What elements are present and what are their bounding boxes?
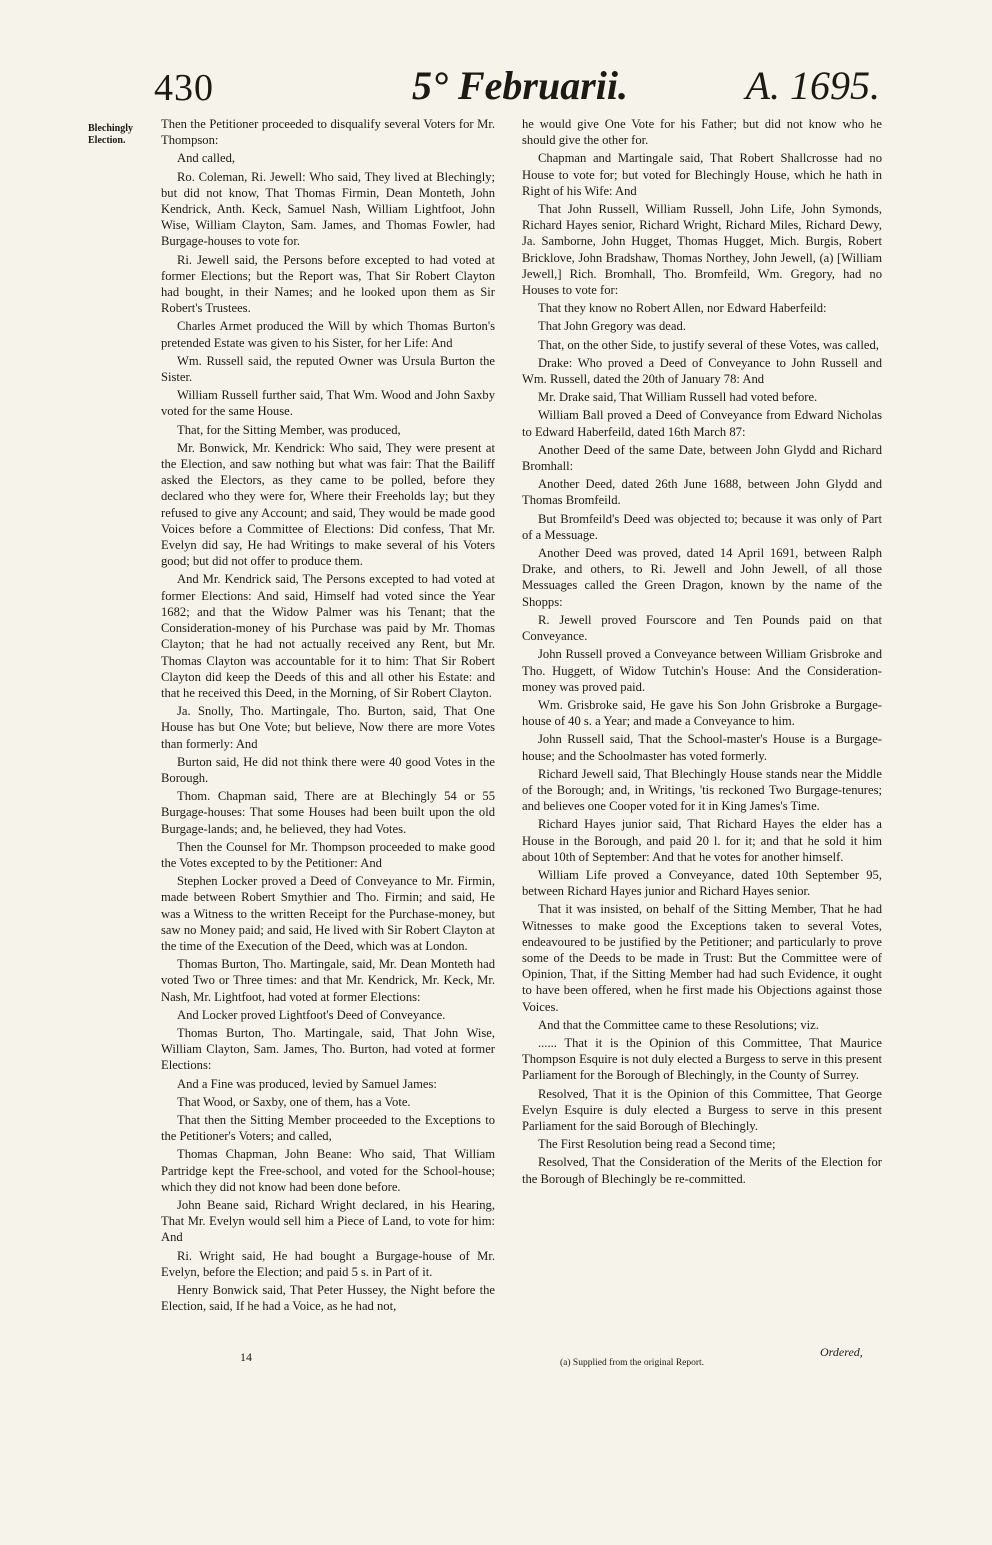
paragraph: And called,: [177, 151, 236, 166]
paragraph: Thomas Burton, Tho. Martingale, said, Mr. Dean Monteth had voted Two or Three times: and that Mr. Kendrick, Mr. Keck, Mr. Nash, Mr. Lightfoot, had voted at former Elections:: [161, 957, 495, 1004]
paragraph: John Russell said, That the School-master's House is a Burgage-house; and the Schoolmaster has voted formerly.: [522, 732, 882, 763]
paragraph: Richard Hayes junior said, That Richard Hayes the elder has a House in the Borough, and paid 20 l. for it; and that he sold it him about 10th of September: And that he votes for another himself.: [522, 817, 882, 864]
paragraph: Thom. Chapman said, There are at Blechingly 54 or 55 Burgage-houses: That some Houses had been built upon the old Burgage-lands; and, he believed, they had Votes.: [161, 789, 495, 836]
paragraph: Another Deed of the same Date, between John Glydd and Richard Bromhall:: [522, 442, 882, 474]
paragraph: he would give One Vote for his Father; but did not know who he should give the other for.: [522, 117, 882, 148]
paragraph: John Russell proved a Conveyance between William Grisbroke and Tho. Huggett, of Widow Tutchin's House: And the Consideration-money was proved paid.: [522, 647, 882, 694]
paragraph: And Locker proved Lightfoot's Deed of Conveyance.: [177, 1007, 446, 1022]
paragraph: William Life proved a Conveyance, dated 10th September 95, between Richard Hayes junior and Richard Hayes senior.: [522, 867, 882, 899]
paragraph: Mr. Drake said, That William Russell had voted before.: [538, 390, 818, 405]
paragraph: That, for the Sitting Member, was produced,: [177, 422, 401, 437]
paragraph: John Beane said, Richard Wright declared, in his Hearing, That Mr. Evelyn would sell him a Piece of Land, to vote for him: And: [161, 1198, 495, 1245]
paragraph: But Bromfeild's Deed was objected to; because it was only of Part of a Messuage.: [522, 511, 882, 542]
paragraph: Wm. Russell said, the reputed Owner was Ursula Burton the Sister.: [161, 353, 495, 385]
paragraph: Charles Armet produced the Will by which Thomas Burton's pretended Estate was given to his Sister, for her Life: And: [161, 319, 495, 350]
margin-note: Blechingly Election.: [88, 123, 134, 146]
paragraph: Ri. Wright said, He had bought a Burgage-house of Mr. Evelyn, before the Election; and paid 5 s. in Part of it.: [161, 1248, 495, 1279]
paragraph: Burton said, He did not think there were 40 good Votes in the Borough.: [161, 754, 495, 785]
paragraph: Richard Jewell said, That Blechingly House stands near the Middle of the Borough; and, in Writings, 'tis reckoned Two Burgage-tenures; and believes one Cooper voted for it in King James's Time.: [522, 766, 882, 814]
paragraph: And that the Committee came to these Resolutions; viz.: [538, 1017, 819, 1032]
paragraph: Then the Counsel for Mr. Thompson proceeded to make good the Votes excepted to by the Petitioner: And: [161, 839, 495, 870]
paragraph: Resolved, That the Consideration of the Merits of the Election for the Borough of Blechingly be re-committed.: [522, 1155, 882, 1186]
paragraph: Another Deed was proved, dated 14 April 1691, between Ralph Drake, and others, to Ri. Jewell and John Jewell, of all those Messuages called the Green Dragon, known by the name of the Shopps:: [522, 546, 882, 609]
paragraph: Stephen Locker proved a Deed of Conveyance to Mr. Firmin, made between Robert Smythier and Tho. Firmin; and said, He was a Witness to the written Receipt for the Purchase-money, but saw no Money paid; and said, He lived with Sir Robert Clayton at the time of the Execution of the Deed, which was at London.: [161, 874, 495, 953]
paragraph: Ja. Snolly, Tho. Martingale, Tho. Burton, said, That One House has but One Vote; but believe, Now there are more Votes than formerly: And: [161, 704, 495, 751]
paragraph: William Ball proved a Deed of Conveyance from Edward Nicholas to Edward Haberfeild, dated 16th March 87:: [522, 408, 882, 439]
paragraph: William Russell further said, That Wm. Wood and John Saxby voted for the same House.: [161, 388, 495, 419]
paragraph: The First Resolution being read a Second time;: [538, 1137, 776, 1152]
paragraph: Then the Petitioner proceeded to disqualify several Voters for Mr. Thompson:: [161, 117, 495, 148]
catchword: Ordered,: [820, 1345, 863, 1359]
paragraph: Ro. Coleman, Ri. Jewell: Who said, They lived at Blechingly; but did not know, That Thomas Firmin, Dean Monteth, John Kendrick, Anth. Keck, Samuel Nash, William Lightfoot, John Wise, William Clayton, Sam. James, and Thomas Fowler, had Burgage-houses to vote for.: [161, 169, 495, 249]
paragraph: Thomas Chapman, John Beane: Who said, That William Partridge kept the Free-school, and voted for the School-house; which they did not know had been done before.: [161, 1147, 495, 1194]
signature-mark: 14: [240, 1350, 252, 1364]
paragraph: Another Deed, dated 26th June 1688, between John Glydd and Thomas Bromfeild.: [522, 477, 882, 508]
running-title-year: A. 1695.: [745, 63, 880, 108]
paragraph: That Wood, or Saxby, one of them, has a Vote.: [177, 1094, 411, 1109]
paragraph: Ri. Jewell said, the Persons before excepted to had voted at former Elections; but the Report was, That Sir Robert Clayton had bought, in their Names; and he looked upon them as Sir Robert's Trustees.: [161, 252, 495, 316]
paragraph: That they know no Robert Allen, nor Edward Haberfeild:: [538, 301, 827, 316]
paragraph: And a Fine was produced, levied by Samuel James:: [177, 1076, 437, 1091]
paragraph: R. Jewell proved Fourscore and Ten Pounds paid on that Conveyance.: [522, 612, 882, 644]
paragraph: That John Gregory was dead.: [538, 319, 686, 334]
paragraph: Drake: Who proved a Deed of Conveyance to John Russell and Wm. Russell, dated the 20th of January 78: And: [522, 355, 882, 387]
paragraph: That it was insisted, on behalf of the Sitting Member, That he had Witnesses to make good the Exceptions taken to several Votes, endeavoured to be justified by the Petitioner; and particularly to prove some of the Deeds to be made in Trust: But the Committee were of Opinion, That, if the Sitting Member had had such Evidence, it ought to have been offered, when he first made his Objections against those Voices.: [522, 902, 882, 1014]
paragraph: Henry Bonwick said, That Peter Hussey, the Night before the Election, said, If he had a Voice, as he had not,: [161, 1283, 495, 1314]
paragraph: Wm. Grisbroke said, He gave his Son John Grisbroke a Burgage-house of 40 s. a Year; and made a Conveyance to him.: [522, 697, 882, 729]
paragraph: Mr. Bonwick, Mr. Kendrick: Who said, They were present at the Election, and saw nothing but what was fair: That the Bailiff asked the Electors, as they came to be polled, before they declared who they were for, Where their Freeholds lay; but they refused to give any Account; and said, They would be made good Voices before a Committee of Elections: Did confess, That Mr. Evelyn did say, He had Writings to make several of his Voters good; but did not offer to produce them.: [161, 440, 495, 569]
page-number: 430: [154, 67, 214, 109]
paragraph: That, on the other Side, to justify several of these Votes, was called,: [538, 337, 879, 352]
paragraph: ...... That it is the Opinion of this Committee, That Maurice Thompson Esquire is not duly elected a Burgess to serve in this present Parliament for the Borough of Blechingly, in the County of Surrey.: [522, 1035, 882, 1083]
paragraph: Chapman and Martingale said, That Robert Shallcrosse had no House to vote for; but voted for Blechingly House, which he hath in Right of his Wife: And: [522, 151, 882, 198]
paragraph: Thomas Burton, Tho. Martingale, said, That John Wise, William Clayton, Sam. James, Tho. Burton, had voted at former Elections:: [161, 1025, 495, 1073]
paragraph: Resolved, That it is the Opinion of this Committee, That George Evelyn Esquire is duly elected a Burgess to serve in this present Parliament for the said Borough of Blechingly.: [522, 1086, 882, 1133]
left-column: [161, 116, 495, 1316]
paragraph: That John Russell, William Russell, John Life, John Symonds, Richard Hayes senior, Richard Wright, Richard Miles, Richard Dewy, Ja. Samborne, John Hugget, Thomas Hugget, Mich. Burgis, Robert Bricklove, John Bradshaw, Thomas Northey, John Jewell, (a) [William Jewell,] Rich. Bromhall, Tho. Bromfeild, Wm. Gregory, had no Houses to vote for:: [522, 202, 882, 298]
running-title-date: 5° Februarii.: [412, 63, 629, 108]
footnote: (a) Supplied from the original Report.: [560, 1358, 705, 1368]
paragraph: And Mr. Kendrick said, The Persons excepted to had voted at former Elections: And said, Himself had voted since the Year 1682; and that the Widow Palmer was his Tenant; that the Consideration-money of his Purchase was paid by Mr. Thomas Clayton; that he had not actually received any Rent, but Mr. Thomas Clayton was accountable for it to him: That Sir Robert Clayton did keep the Deeds of this and all other his Estate: and that he received this Deed, in the Morning, of Sir Robert Clayton.: [161, 572, 495, 700]
right-column: [522, 116, 882, 1189]
page-header: [150, 62, 880, 114]
paragraph: That then the Sitting Member proceeded to the Exceptions to the Petitioner's Voters; and called,: [161, 1112, 495, 1144]
